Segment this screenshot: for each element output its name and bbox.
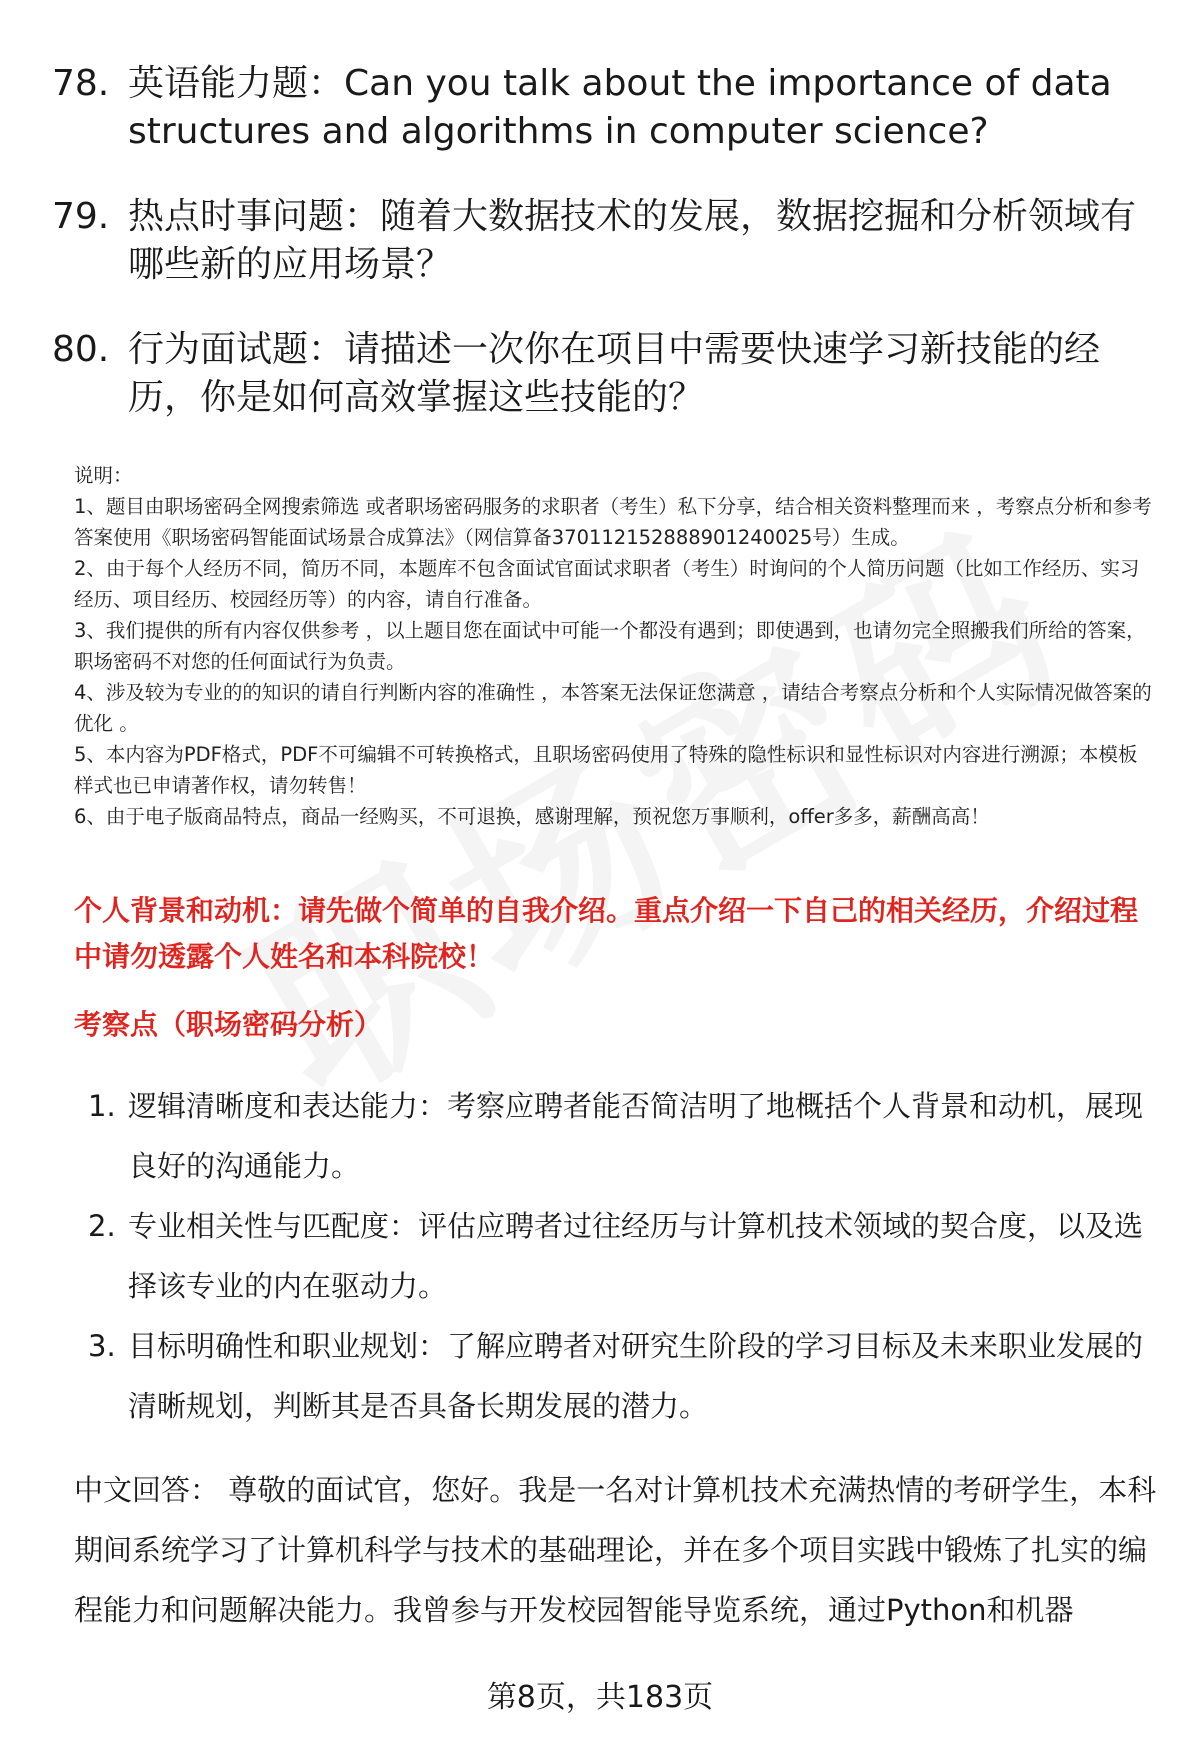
analysis-points-list [74, 1076, 1154, 1436]
question-78 [52, 60, 1152, 156]
page-footer: 第8页，共183页 [486, 1680, 714, 1715]
question-80 [52, 326, 1152, 422]
question-number: 79. [52, 196, 110, 237]
point-text: 专业相关性与匹配度：评估应聘者过往经历与计算机技术领域的契合度，以及选择该专业的内在驱动力。 [128, 1209, 1144, 1303]
point-number: 1. [88, 1089, 116, 1123]
note-item: 3、我们提供的所有内容仅供参考 ，以上题目您在面试中可能一个都没有遇到；即使遇到，也请勿完全照搬我们所给的答案，职场密码不对您的任何面试行为负责。 [74, 619, 1146, 673]
interview-question-heading: 个人背景和动机：请先做个简单的自我介绍。重点介绍一下自己的相关经历，介绍过程中请勿透露个人姓名和本科院校！ [74, 894, 1139, 973]
point-number: 3. [88, 1329, 116, 1363]
question-text: 英语能力题：Can you talk about the importance of data structures and algorithms in computer science? [128, 63, 1112, 152]
notes-section [74, 460, 1154, 832]
question-79 [52, 193, 1152, 289]
note-item: 6、由于电子版商品特点，商品一经购买，不可退换，感谢理解，预祝您万事顺利，offer多多，薪酬高高！ [74, 805, 990, 828]
point-text: 逻辑清晰度和表达能力：考察应聘者能否简洁明了地概括个人背景和动机，展现良好的沟通能力。 [128, 1089, 1144, 1183]
notes-title: 说明： [74, 464, 133, 487]
analysis-heading: 考察点（职场密码分析） [74, 1008, 383, 1041]
note-item: 5、本内容为PDF格式，PDF不可编辑不可转换格式，且职场密码使用了特殊的隐性标识和显性标识对内容进行溯源；本模板样式也已申请著作权，请勿转售！ [74, 743, 1138, 797]
note-item: 1、题目由职场密码全网搜索筛选 或者职场密码服务的求职者（考生）私下分享，结合相关资料整理而来 ，考察点分析和参考答案使用《职场密码智能面试场景合成算法》（网信算备370112152888901240025号）生成。 [74, 495, 1152, 549]
note-item: 2、由于每个人经历不同，简历不同，本题库不包含面试官面试求职者（考生）时询问的个人简历问题（比如工作经历、实习经历、项目经历、校园经历等）的内容，请自行准备。 [74, 557, 1140, 611]
question-text: 行为面试题：请描述一次你在项目中需要快速学习新技能的经历，你是如何高效掌握这些技能的？ [128, 329, 1101, 418]
point-number: 2. [88, 1209, 116, 1243]
chinese-answer: 中文回答： 尊敬的面试官，您好。我是一名对计算机技术充满热情的考研学生，本科期间系统学习了计算机科学与技术的基础理论，并在多个项目实践中锻炼了扎实的编程能力和问题解决能力。我曾参与开发校园智能导览系统，通过Python和机器 [74, 1473, 1157, 1627]
analysis-point [74, 1196, 1154, 1316]
question-number: 80. [52, 329, 110, 370]
analysis-point [74, 1076, 1154, 1196]
point-text: 目标明确性和职业规划：了解应聘者对研究生阶段的学习目标及未来职业发展的清晰规划，判断其是否具备长期发展的潜力。 [128, 1329, 1144, 1423]
question-number: 78. [52, 63, 110, 104]
note-item: 4、涉及较为专业的的知识的请自行判断内容的准确性 ，本答案无法保证您满意 ，请结合考察点分析和个人实际情况做答案的优化 。 [74, 681, 1152, 735]
analysis-point [74, 1316, 1154, 1436]
question-text: 热点时事问题：随着大数据技术的发展，数据挖掘和分析领域有哪些新的应用场景？ [128, 196, 1137, 285]
